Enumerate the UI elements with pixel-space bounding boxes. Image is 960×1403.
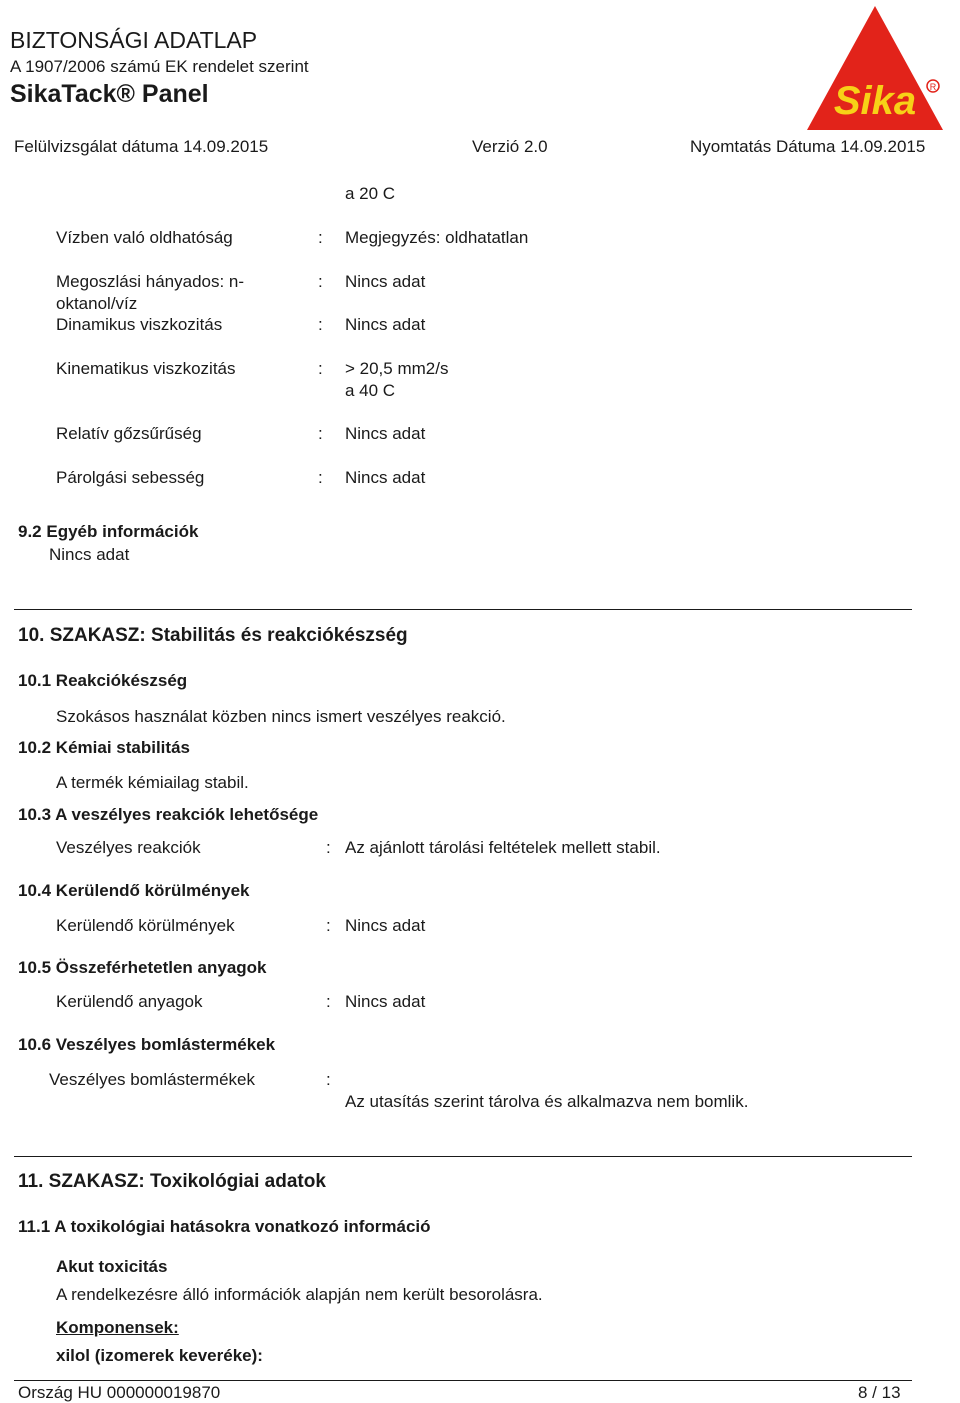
property-value: Nincs adat bbox=[345, 424, 426, 443]
subsection-title: 10.5 Összeférhetetlen anyagok bbox=[18, 958, 267, 977]
property-label-continued: oktanol/víz bbox=[56, 294, 138, 313]
footer-country: Ország HU 000000019870 bbox=[18, 1383, 221, 1402]
property-separator: : bbox=[318, 272, 323, 291]
property-separator: : bbox=[318, 359, 323, 378]
section-divider bbox=[14, 609, 912, 610]
property-value: > 20,5 mm2/s bbox=[345, 359, 449, 378]
subsection-text: A termék kémiailag stabil. bbox=[56, 773, 249, 792]
subsection-text: Szokásos használat közben nincs ismert veszélyes reakció. bbox=[56, 707, 506, 726]
subsection-title: 10.2 Kémiai stabilitás bbox=[18, 738, 190, 757]
section-title: 10. SZAKASZ: Stabilitás és reakciókészség bbox=[18, 625, 408, 646]
property-label: Párolgási sebesség bbox=[56, 468, 205, 487]
svg-text:Sika: Sika bbox=[833, 79, 917, 123]
property-label: Megoszlási hányados: n- bbox=[56, 272, 245, 291]
document-title: BIZTONSÁGI ADATLAP bbox=[10, 27, 258, 53]
version: Verzió 2.0 bbox=[472, 137, 548, 156]
property-label: Relatív gőzsűrűség bbox=[56, 424, 202, 443]
acute-toxicity-text: A rendelkezésre álló információk alapján nem került besorolásra. bbox=[56, 1285, 543, 1304]
subsection-title: 10.4 Kerülendő körülmények bbox=[18, 881, 250, 900]
subsection-title: 10.1 Reakciókészség bbox=[18, 671, 188, 690]
property-value: Nincs adat bbox=[345, 468, 426, 487]
property-separator: : bbox=[326, 992, 331, 1011]
property-label: Veszélyes reakciók bbox=[56, 838, 201, 857]
property-value: Megjegyzés: oldhatatlan bbox=[345, 228, 529, 247]
property-label: Dinamikus viszkozitás bbox=[56, 315, 223, 334]
property-value: Nincs adat bbox=[345, 315, 426, 334]
subsection-title: 9.2 Egyéb információk bbox=[18, 522, 199, 541]
subsection-title: 10.3 A veszélyes reakciók lehetősége bbox=[18, 805, 319, 824]
property-value: Nincs adat bbox=[345, 992, 426, 1011]
subsection-title: 10.6 Veszélyes bomlástermékek bbox=[18, 1035, 276, 1054]
property-separator: : bbox=[318, 468, 323, 487]
property-value: Az utasítás szerint tárolva és alkalmazva nem bomlik. bbox=[345, 1092, 749, 1111]
component-name: xilol (izomerek keveréke): bbox=[56, 1346, 263, 1365]
property-separator: : bbox=[318, 228, 323, 247]
regulation-line: A 1907/2006 számú EK rendelet szerint bbox=[10, 57, 309, 76]
property-label: Kerülendő körülmények bbox=[56, 916, 235, 935]
sika-logo bbox=[805, 4, 945, 132]
subsection-text: Nincs adat bbox=[49, 545, 130, 564]
property-label: Kinematikus viszkozitás bbox=[56, 359, 236, 378]
property-separator: : bbox=[326, 838, 331, 857]
property-continued-value: a 20 C bbox=[345, 184, 396, 203]
property-value: Az ajánlott tárolási feltételek mellett stabil. bbox=[345, 838, 661, 857]
svg-text:R: R bbox=[929, 82, 937, 92]
subsection-title: 11.1 A toxikológiai hatásokra vonatkozó információ bbox=[18, 1217, 431, 1236]
property-value: Nincs adat bbox=[345, 916, 426, 935]
property-label: Kerülendő anyagok bbox=[56, 992, 203, 1011]
product-name: SikaTack® Panel bbox=[10, 80, 209, 108]
property-label: Veszélyes bomlástermékek bbox=[49, 1070, 255, 1089]
section-divider bbox=[14, 1156, 912, 1157]
property-value-continued: a 40 C bbox=[345, 381, 396, 400]
property-value: Nincs adat bbox=[345, 272, 426, 291]
property-separator: : bbox=[326, 916, 331, 935]
components-heading: Komponensek: bbox=[56, 1318, 179, 1337]
print-date: Nyomtatás Dátuma 14.09.2015 bbox=[690, 137, 926, 156]
revision-date: Felülvizsgálat dátuma 14.09.2015 bbox=[14, 137, 269, 156]
acute-toxicity-heading: Akut toxicitás bbox=[56, 1257, 168, 1276]
property-separator: : bbox=[326, 1070, 331, 1089]
property-separator: : bbox=[318, 424, 323, 443]
section-title: 11. SZAKASZ: Toxikológiai adatok bbox=[18, 1171, 326, 1192]
page-number: 8 / 13 bbox=[858, 1383, 901, 1402]
footer-divider bbox=[14, 1380, 912, 1381]
property-separator: : bbox=[318, 315, 323, 334]
property-label: Vízben való oldhatóság bbox=[56, 228, 233, 247]
